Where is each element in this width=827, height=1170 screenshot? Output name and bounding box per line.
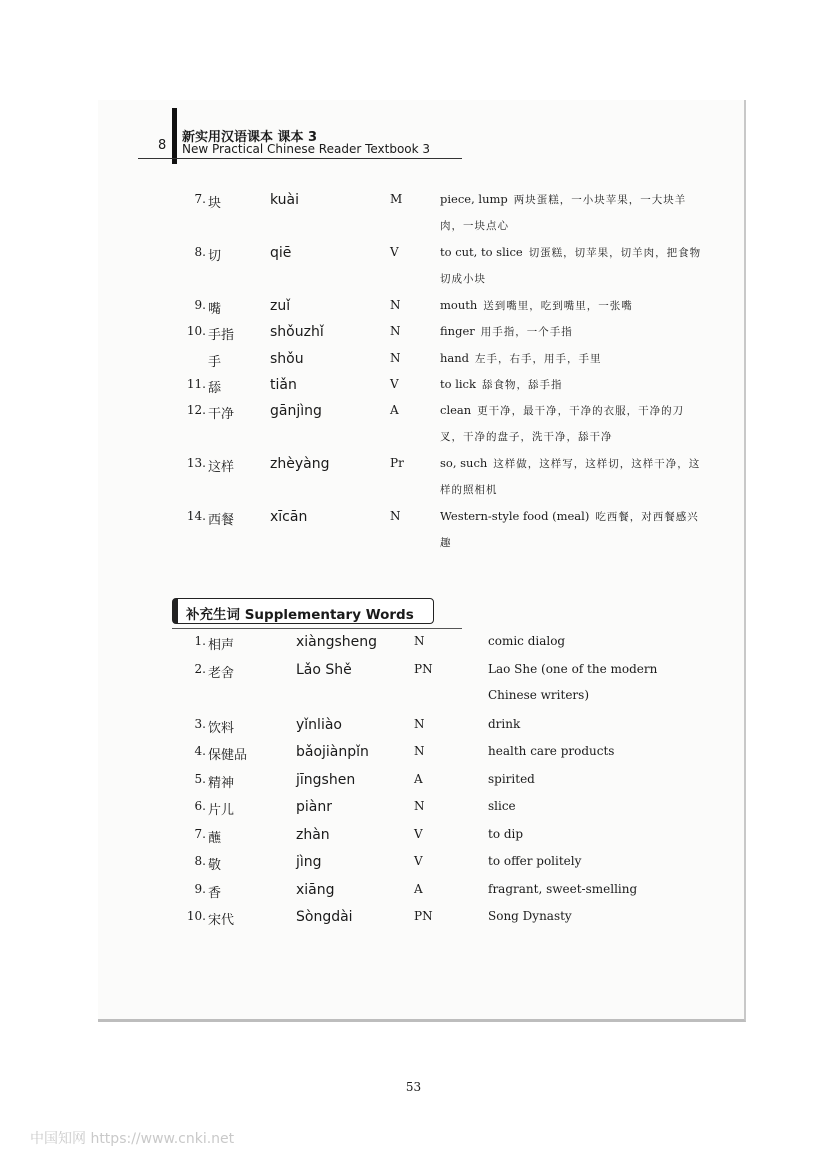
book-title-cn: 新实用汉语课本 课本 3 xyxy=(182,130,318,145)
vocab-definition-en: hand xyxy=(440,351,470,365)
supp-pos: N xyxy=(414,634,425,648)
supp-pos: A xyxy=(414,772,423,786)
supp-pinyin: yǐnliào xyxy=(296,717,342,733)
vocab-hanzi: 舔 xyxy=(208,381,222,396)
vocab-pos: Pr xyxy=(390,456,404,470)
vocab-pos: N xyxy=(390,324,401,338)
supp-definition: spirited xyxy=(488,772,535,786)
vocab-number: 14. xyxy=(186,509,206,523)
supp-hanzi: 片儿 xyxy=(208,803,235,818)
vocab-definition-en: clean xyxy=(440,403,472,417)
supp-number: 8. xyxy=(194,854,206,868)
supp-definition: Song Dynasty xyxy=(488,909,572,923)
supp-pos: V xyxy=(414,827,423,841)
vocab-examples: 两块蛋糕，一小块苹果，一大块羊肉，一块点心 xyxy=(440,194,687,232)
supp-definition: Lao She (one of the modern Chinese writers) xyxy=(488,662,658,702)
vocab-pos: V xyxy=(390,377,399,391)
vocab-number: 12. xyxy=(186,403,206,417)
supp-number: 10. xyxy=(186,909,206,923)
vocab-definition-en: to lick xyxy=(440,377,476,391)
supp-definition: slice xyxy=(488,799,516,813)
supp-pinyin: xiāng xyxy=(296,882,335,898)
supp-hanzi: 宋代 xyxy=(208,913,235,928)
vocab-pinyin: tiǎn xyxy=(270,377,297,393)
document-page-number: 53 xyxy=(405,1080,422,1094)
vocab-examples: 舔食物，舔手指 xyxy=(481,379,563,391)
supplementary-heading: 补充生词 Supplementary Words xyxy=(186,607,414,623)
supp-pos: A xyxy=(414,882,423,896)
vocab-pinyin: zhèyàng xyxy=(270,456,330,472)
supp-pos: V xyxy=(414,854,423,868)
vocab-number: 13. xyxy=(186,456,206,470)
vocab-pos: V xyxy=(390,245,399,259)
supplementary-rule xyxy=(172,628,462,629)
supp-pos: N xyxy=(414,717,425,731)
vocab-number: 10. xyxy=(186,324,206,338)
vocab-number: 7. xyxy=(194,192,206,206)
supp-number: 5. xyxy=(194,772,206,786)
vocab-definition-en: Western-style food (meal) xyxy=(440,509,590,523)
supp-pos: PN xyxy=(414,909,433,923)
supp-pos: N xyxy=(414,799,425,813)
supp-hanzi: 饮料 xyxy=(208,721,235,736)
vocab-pinyin: shǒuzhǐ xyxy=(270,324,324,340)
supp-hanzi: 老舍 xyxy=(208,666,235,681)
vocab-hanzi: 手指 xyxy=(208,328,235,343)
vocab-definition-en: so, such xyxy=(440,456,488,470)
vocab-pinyin: xīcān xyxy=(270,509,308,525)
supp-number: 4. xyxy=(194,744,206,758)
vocab-pinyin: kuài xyxy=(270,192,300,208)
supp-pinyin: Lǎo Shě xyxy=(296,662,352,678)
vocab-number: 11. xyxy=(186,377,206,391)
supp-number: 1. xyxy=(194,634,206,648)
vocab-hanzi: 嘴 xyxy=(208,302,222,317)
supp-hanzi: 蘸 xyxy=(208,831,222,846)
vocab-definition xyxy=(440,346,702,372)
vocab-definition-en: to cut, to slice xyxy=(440,245,523,259)
vocab-pinyin: gānjìng xyxy=(270,403,322,419)
vocab-number: 9. xyxy=(194,298,206,312)
vocab-definition xyxy=(440,504,702,556)
vocab-examples: 用手指，一个手指 xyxy=(480,326,573,338)
vocab-examples: 吃西餐，对西餐感兴趣 xyxy=(440,511,699,549)
vocab-definition xyxy=(440,240,702,292)
supplementary-heading-box xyxy=(172,598,434,624)
vocab-hanzi: 干净 xyxy=(208,407,235,422)
supp-number: 6. xyxy=(194,799,206,813)
supp-definition: health care products xyxy=(488,744,615,758)
supp-pinyin: bǎojiànpǐn xyxy=(296,744,369,760)
supp-definition: drink xyxy=(488,717,521,731)
supp-number: 7. xyxy=(194,827,206,841)
book-page-number: 8 xyxy=(158,138,167,153)
vocab-pos: A xyxy=(390,403,399,417)
supp-number: 3. xyxy=(194,717,206,731)
supp-hanzi: 保健品 xyxy=(208,748,248,763)
vocab-pos: N xyxy=(390,298,401,312)
vocab-definition-en: finger xyxy=(440,324,475,338)
supp-pos: PN xyxy=(414,662,433,676)
vocab-definition-en: mouth xyxy=(440,298,478,312)
scanned-page xyxy=(98,100,746,1022)
vocab-pos: N xyxy=(390,509,401,523)
vocab-pos: N xyxy=(390,351,401,365)
supp-number: 9. xyxy=(194,882,206,896)
cnki-watermark: 中国知网 https://www.cnki.net xyxy=(30,1131,235,1147)
supp-hanzi: 香 xyxy=(208,886,222,901)
vocab-hanzi: 切 xyxy=(208,249,222,264)
vocab-definition-en: piece, lump xyxy=(440,192,508,206)
supp-definition: to dip xyxy=(488,827,524,841)
vocab-examples: 左手，右手，用手，手里 xyxy=(475,353,602,365)
vocab-definition xyxy=(440,187,702,239)
vocab-hanzi: 块 xyxy=(208,196,222,211)
book-title-en: New Practical Chinese Reader Textbook 3 xyxy=(182,142,431,156)
vocab-number: 8. xyxy=(194,245,206,259)
vocab-examples: 切蛋糕，切苹果，切羊肉，把食物切成小块 xyxy=(440,247,702,285)
supp-pinyin: zhàn xyxy=(296,827,330,843)
supp-definition: comic dialog xyxy=(488,634,566,648)
supp-hanzi: 精神 xyxy=(208,776,235,791)
vocab-hanzi: 这样 xyxy=(208,460,235,475)
vocab-pinyin: qiē xyxy=(270,245,292,261)
supp-hanzi: 相声 xyxy=(208,638,235,653)
vocab-examples: 这样做，这样写，这样切，这样干净，这样的照相机 xyxy=(440,458,701,496)
supp-pinyin: xiàngsheng xyxy=(296,634,378,650)
supp-definition: fragrant, sweet-smelling xyxy=(488,882,638,896)
supp-pinyin: Sòngdài xyxy=(296,909,353,925)
supp-definition: to offer politely xyxy=(488,854,582,868)
vocab-definition xyxy=(440,319,702,345)
vocab-hanzi: 西餐 xyxy=(208,513,235,528)
vocab-examples: 送到嘴里，吃到嘴里，一张嘴 xyxy=(483,300,633,312)
supp-pinyin: piànr xyxy=(296,799,332,815)
vocab-hanzi: 手 xyxy=(208,355,222,370)
supp-hanzi: 敬 xyxy=(208,858,222,873)
supp-pos: N xyxy=(414,744,425,758)
header-bar xyxy=(172,108,177,164)
vocab-pinyin: zuǐ xyxy=(270,298,291,314)
vocab-definition xyxy=(440,398,702,450)
vocab-pinyin: shǒu xyxy=(270,351,304,367)
header-rule xyxy=(138,158,462,159)
supp-pinyin: jīngshen xyxy=(296,772,356,788)
vocab-definition xyxy=(440,372,702,398)
supp-number: 2. xyxy=(194,662,206,676)
vocab-pos: M xyxy=(390,192,403,206)
vocab-definition xyxy=(440,451,702,503)
vocab-examples: 更干净，最干净，干净的衣服，干净的刀叉，干净的盘子，洗干净，舔干净 xyxy=(440,405,685,443)
vocab-definition xyxy=(440,293,702,319)
supp-pinyin: jìng xyxy=(296,854,322,870)
